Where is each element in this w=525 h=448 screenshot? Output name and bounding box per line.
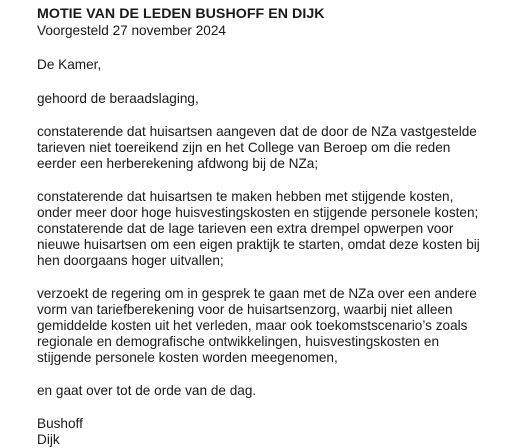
- closing-line: en gaat over tot de orde van de dag.: [37, 383, 257, 398]
- text-line: onder meer door hoge huisvestingskosten en stijgende personele kosten;: [37, 205, 479, 220]
- text-line: tarieven niet toereikend zijn en het College van Beroep om die reden: [37, 140, 451, 155]
- consideration-paragraph-3: [37, 221, 517, 269]
- text-line: eerder een herberekening afdwong bij de NZa;: [37, 156, 319, 171]
- request-paragraph: [37, 286, 517, 366]
- consideration-paragraph-1: [37, 124, 517, 172]
- text-line: constaterende dat de lage tarieven een extra drempel opwerpen voor: [37, 221, 454, 236]
- text-line: constaterende dat huisartsen te maken hebben met stijgende kosten,: [37, 189, 454, 204]
- document-title: MOTIE VAN DE LEDEN BUSHOFF EN DIJK: [37, 6, 325, 22]
- opening-line: gehoord de beraadslaging,: [37, 91, 199, 106]
- text-line: nieuwe huisartsen om een eigen praktijk te starten, omdat deze kosten bij: [37, 237, 480, 252]
- text-line: stijgende personele kosten worden meegenomen,: [37, 350, 338, 365]
- text-line: verzoekt de regering om in gesprek te gaan met de NZa over een andere: [37, 286, 477, 301]
- text-line: regionale en demografische ontwikkelingen, huisvestingskosten en: [37, 334, 440, 349]
- consideration-paragraph-2: [37, 189, 517, 221]
- document-date: Voorgesteld 27 november 2024: [37, 23, 226, 38]
- text-line: gemiddelde kosten uit het verleden, maar ook toekomstscenario’s zoals: [37, 318, 468, 333]
- signatory-name: Dijk: [37, 432, 60, 447]
- text-line: constaterende dat huisartsen aangeven dat de door de NZa vastgestelde: [37, 124, 477, 139]
- motion-document: [37, 6, 517, 448]
- salutation: De Kamer,: [37, 57, 102, 72]
- text-line: vorm van tariefberekening voor de huisartsenzorg, waarbij niet alleen: [37, 302, 453, 317]
- text-line: hen doorgaans hoger uitvallen;: [37, 253, 224, 268]
- signatories: [37, 416, 517, 448]
- signatory-name: Bushoff: [37, 416, 83, 431]
